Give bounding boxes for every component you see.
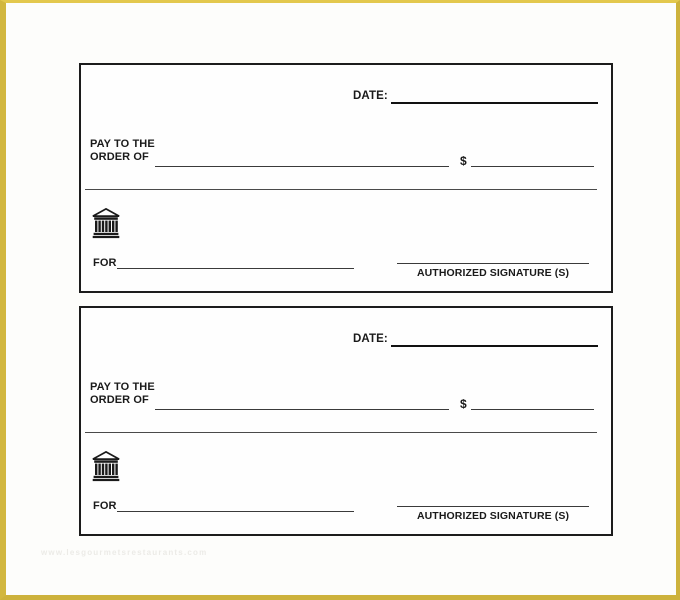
payee-fill-line[interactable] bbox=[155, 166, 449, 167]
date-fill-line[interactable] bbox=[391, 102, 598, 104]
date-fill-line[interactable] bbox=[391, 345, 598, 347]
amount-fill-line[interactable] bbox=[471, 409, 594, 410]
bank-building-icon bbox=[92, 208, 120, 239]
dollar-sign: $ bbox=[460, 397, 467, 411]
authorized-signature-label: AUTHORIZED SIGNATURE (S) bbox=[416, 510, 570, 522]
memo-fill-line[interactable] bbox=[117, 511, 354, 512]
authorized-signature-label: AUTHORIZED SIGNATURE (S) bbox=[416, 267, 570, 279]
memo-for-label: FOR bbox=[93, 500, 117, 512]
signature-fill-line[interactable] bbox=[397, 263, 589, 264]
payee-label-line1: PAY TO THE bbox=[90, 138, 155, 150]
date-label: DATE: bbox=[353, 333, 388, 345]
amount-fill-line[interactable] bbox=[471, 166, 594, 167]
bank-building-icon bbox=[92, 451, 120, 482]
memo-for-label: FOR bbox=[93, 257, 117, 269]
amount-words-fill-line[interactable] bbox=[85, 432, 597, 433]
amount-words-fill-line[interactable] bbox=[85, 189, 597, 190]
payee-label-line1: PAY TO THE bbox=[90, 381, 155, 393]
pay-to-the-order-of-label bbox=[90, 381, 155, 407]
blank-check-2 bbox=[79, 306, 613, 536]
payee-label-line2: ORDER OF bbox=[90, 151, 149, 163]
memo-fill-line[interactable] bbox=[117, 268, 354, 269]
payee-label-line2: ORDER OF bbox=[90, 394, 149, 406]
date-label: DATE: bbox=[353, 90, 388, 102]
pay-to-the-order-of-label bbox=[90, 138, 155, 164]
payee-fill-line[interactable] bbox=[155, 409, 449, 410]
dollar-sign: $ bbox=[460, 154, 467, 168]
signature-fill-line[interactable] bbox=[397, 506, 589, 507]
blank-check-1 bbox=[79, 63, 613, 293]
watermark-url-text: www.lesgourmetsrestaurants.com bbox=[41, 548, 208, 557]
